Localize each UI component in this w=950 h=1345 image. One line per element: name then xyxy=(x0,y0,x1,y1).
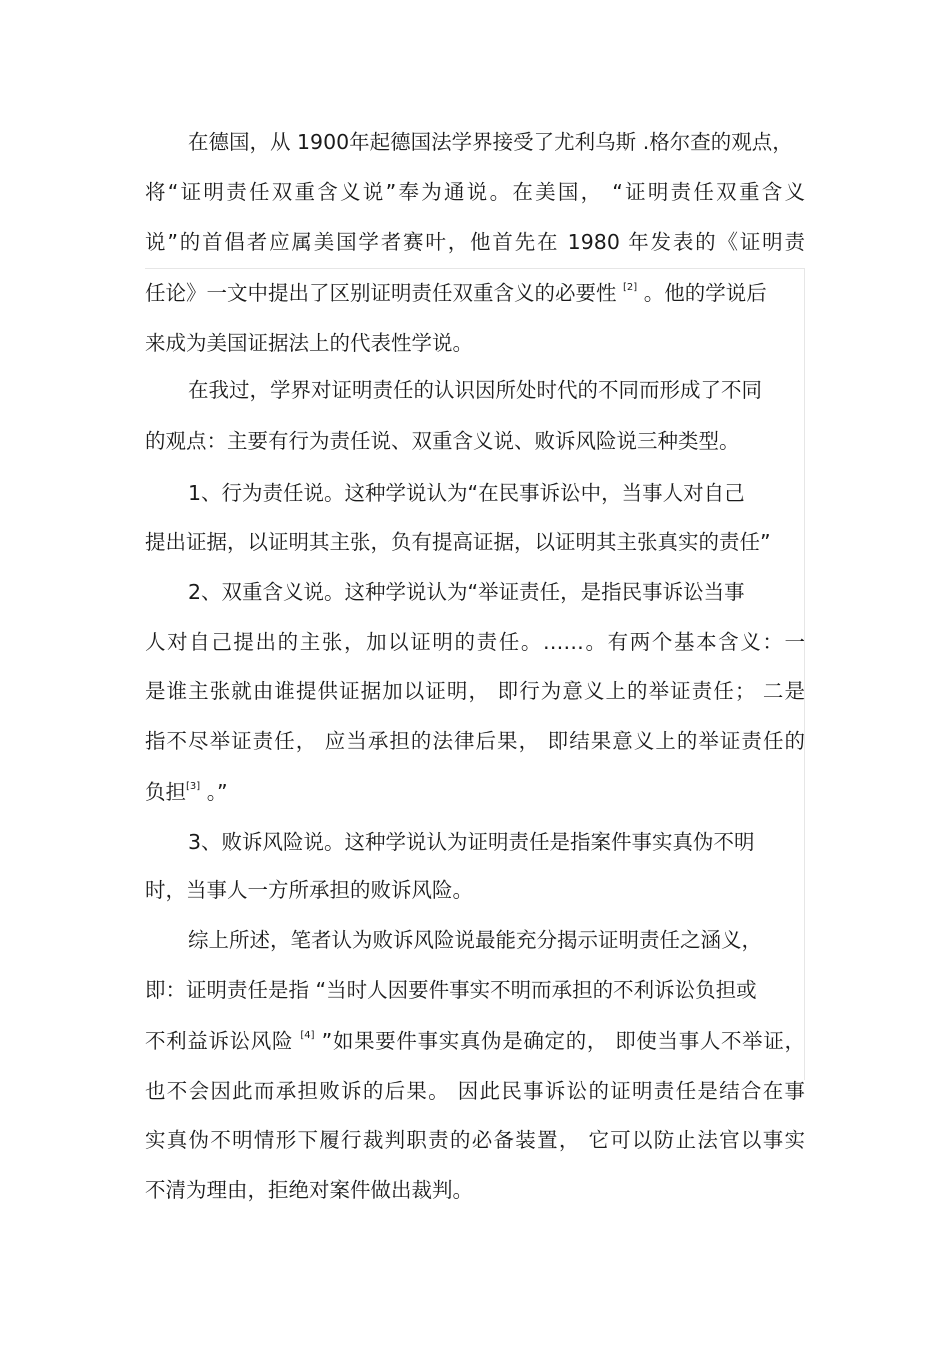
text-line: 1、行为责任说。这种学说认为“在民事诉讼中，当事人对自己 xyxy=(188,481,745,505)
text-line: 将“证明责任双重含义说”奉为通说。在美国， “证明责任双重含义 xyxy=(145,180,805,204)
text-line: 是谁主张就由谁提供证据加以证明， 即行为意义上的举证责任； 二是 xyxy=(145,679,805,703)
text-line: 提出证据，以证明其主张，负有提高证据，以证明其主张真实的责任” xyxy=(145,530,771,554)
text-line: 2、双重含义说。这种学说认为“举证责任，是指民事诉讼当事 xyxy=(188,580,745,604)
text-line: 的观点：主要有行为责任说、双重含义说、败诉风险说三种类型。 xyxy=(145,429,740,453)
text-line: 时，当事人一方所承担的败诉风险。 xyxy=(145,878,473,902)
text-line: 不清为理由，拒绝对案件做出裁判。 xyxy=(145,1178,473,1202)
text-line: 指不尽举证责任， 应当承担的法律后果， 即结果意义上的举证责任的 xyxy=(145,729,805,753)
text-line: 人对自己提出的主张，加以证明的责任。……。有两个基本含义：一 xyxy=(145,630,805,654)
text-line: 综上所述，笔者认为败诉风险说最能充分揭示证明责任之涵义， xyxy=(188,928,762,952)
text-line: 在德国，从 1900年起德国法学界接受了尤利乌斯 .格尔查的观点， xyxy=(188,130,793,154)
citation-ref: [3] xyxy=(186,781,201,792)
citation-ref: [4] xyxy=(300,1030,315,1041)
text-line: 不利益诉讼风险 [4] ”如果要件事实真伪是确定的， 即使当事人不举证， xyxy=(145,1029,805,1053)
text-line: 也不会因此而承担败诉的后果。 因此民事诉讼的证明责任是结合在事 xyxy=(145,1079,805,1103)
text-line: 在我过，学界对证明责任的认识因所处时代的不同而形成了不同 xyxy=(188,378,762,402)
citation-ref: [2] xyxy=(623,282,638,293)
scan-frame-top xyxy=(145,268,805,269)
text-line: 即：证明责任是指 “当时人因要件事实不明而承担的不利诉讼负担或 xyxy=(145,978,757,1002)
text-line: 任论》一文中提出了区别证明责任双重含义的必要性 [2] 。他的学说后 xyxy=(145,281,767,305)
text-line: 实真伪不明情形下履行裁判职责的必备装置， 它可以防止法官以事实 xyxy=(145,1128,805,1152)
text-line: 负担[3] 。” xyxy=(145,780,228,804)
text-line: 3、败诉风险说。这种学说认为证明责任是指案件事实真伪不明 xyxy=(188,830,755,854)
text-line: 说”的首倡者应属美国学者赛叶，他首先在 1980 年发表的《证明责 xyxy=(145,230,805,254)
text-line: 来成为美国证据法上的代表性学说。 xyxy=(145,331,473,355)
